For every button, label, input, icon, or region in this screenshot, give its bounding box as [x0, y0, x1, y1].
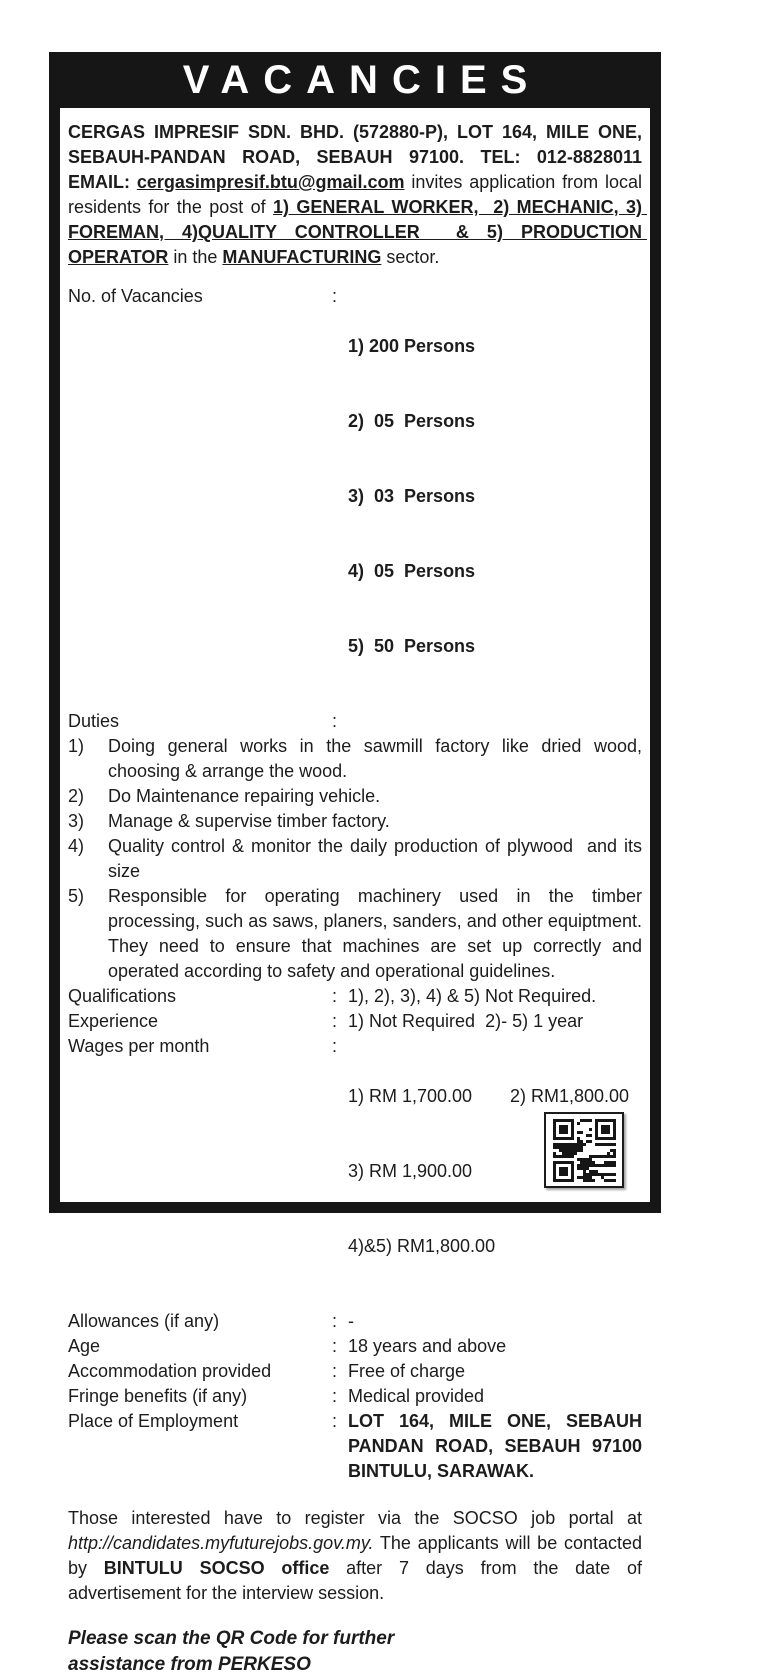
row-experience: [68, 1009, 642, 1034]
wage-item-3: 3) RM 1,900.00: [348, 1161, 473, 1181]
duty-text: Manage & supervise timber factory.: [108, 811, 390, 831]
wage-item-4-5: 4)&5) RM1,800.00: [348, 1236, 496, 1256]
wages-line-1: [348, 1084, 642, 1109]
row-accommodation: [68, 1359, 642, 1384]
qr-code-pattern: [553, 1119, 616, 1182]
vacancies-item: 3) 03 Persons: [348, 486, 476, 506]
row-allowances: [68, 1309, 642, 1334]
duty-number: 2): [68, 786, 85, 806]
intro-paragraph: [68, 120, 648, 270]
allowances-label: Allowances (if any): [68, 1311, 220, 1331]
intro-sector-tail: sector.: [381, 247, 440, 267]
employment-label: Place of Employment: [68, 1411, 239, 1431]
duty-number: 4): [68, 836, 85, 856]
ad-title: VACANCIES: [182, 57, 542, 102]
wage-item-2: 2) RM1,800.00: [510, 1086, 630, 1106]
qr-instruction: Please scan the QR Code for further assistance from PERKESO: [68, 1628, 395, 1675]
qualifications-value: 1), 2), 3), 4) & 5) Not Required.: [348, 986, 597, 1006]
vacancies-values: [348, 284, 642, 709]
row-age: [68, 1334, 642, 1359]
qr-code: [544, 1112, 624, 1188]
wage-item-1: 1) RM 1,700.00: [348, 1086, 473, 1106]
duty-item: [68, 884, 648, 984]
portal-url: http://candidates.myfuturejobs.gov.my.: [68, 1533, 374, 1553]
row-vacancies: [68, 284, 642, 709]
duty-number: 1): [68, 736, 85, 756]
duties-colon: :: [332, 711, 338, 731]
age-value: 18 years and above: [348, 1336, 507, 1356]
employment-value: LOT 164, MILE ONE, SEBAUH PANDAN ROAD, SEBAUH 97100 BINTULU, SARAWAK.: [348, 1411, 648, 1481]
intro-in-the: in the: [168, 247, 223, 267]
duty-text: Doing general works in the sawmill factory like dried wood, choosing & arrange the wood.: [108, 736, 648, 781]
sector-name: MANUFACTURING: [222, 247, 382, 267]
duty-text: Quality control & monitor the daily production of plywood and its size: [108, 836, 648, 881]
vacancies-colon: :: [332, 286, 338, 306]
experience-value: 1) Not Required 2)- 5) 1 year: [348, 1011, 584, 1031]
socso-office: BINTULU SOCSO office: [103, 1558, 330, 1578]
accommodation-label: Accommodation provided: [68, 1361, 272, 1381]
duty-text: Do Maintenance repairing vehicle.: [108, 786, 381, 806]
email-link[interactable]: cergasimpresif.btu@gmail.com: [136, 172, 405, 192]
duty-text: Responsible for operating machinery used in the timber processing, such as saws, planers, sanders, and other equiptment. They need to ensure that machines are set up correctly and operated according to safety and operational guidelines.: [108, 886, 648, 981]
employment-colon: :: [332, 1411, 338, 1431]
intro-invite-text: invites application from local residents for the post of: [68, 172, 648, 217]
accommodation-colon: :: [332, 1361, 338, 1381]
vacancies-item: 1) 200 Persons: [348, 336, 476, 356]
ad-content: [60, 108, 650, 1675]
duties-list: [68, 734, 648, 984]
register-text-2: The applicants will be contacted by: [68, 1533, 648, 1578]
fringe-benefits-value: Medical provided: [348, 1386, 485, 1406]
row-fringe-benefits: [68, 1384, 642, 1409]
experience-colon: :: [332, 1011, 338, 1031]
fringe-benefits-label: Fringe benefits (if any): [68, 1386, 248, 1406]
fringe-benefits-colon: :: [332, 1386, 338, 1406]
qualifications-colon: :: [332, 986, 338, 1006]
registration-paragraph: [68, 1506, 648, 1606]
register-text-3: after 7 days from the date of advertisement for the interview session.: [68, 1558, 648, 1603]
experience-label: Experience: [68, 1011, 159, 1031]
row-duties-header: [68, 709, 642, 734]
vacancies-item: 5) 50 Persons: [348, 636, 476, 656]
row-qualifications: [68, 984, 642, 1009]
duty-number: 3): [68, 811, 85, 831]
accommodation-value: Free of charge: [348, 1361, 466, 1381]
qualifications-label: Qualifications: [68, 986, 177, 1006]
allowances-colon: :: [332, 1311, 338, 1331]
duty-item: [68, 809, 642, 834]
duty-item: [68, 734, 648, 784]
register-text-1: Those interested have to register via the SOCSO job portal at: [68, 1508, 647, 1528]
vacancies-item: 2) 05 Persons: [348, 411, 476, 431]
allowances-value: -: [348, 1311, 354, 1331]
wages-colon: :: [332, 1036, 338, 1056]
duties-label: Duties: [68, 711, 120, 731]
row-place-of-employment: [68, 1409, 648, 1484]
vacancy-advertisement: [49, 52, 661, 1675]
duty-item: [68, 834, 648, 884]
age-label: Age: [68, 1336, 101, 1356]
company-info: CERGAS IMPRESIF SDN. BHD. (572880-P), LOT 164, MILE ONE, SEBAUH-PANDAN ROAD, SEBAUH 97100. TEL: 012-8828011 EMAIL:: [68, 122, 648, 192]
vacancies-item: 4) 05 Persons: [348, 561, 476, 581]
wages-label: Wages per month: [68, 1036, 210, 1056]
vacancies-label: No. of Vacancies: [68, 286, 203, 306]
duty-item: [68, 784, 642, 809]
duty-number: 5): [68, 886, 85, 906]
age-colon: :: [332, 1336, 338, 1356]
post-list: 1) GENERAL WORKER, 2) MECHANIC, 3) FOREMAN, 4)QUALITY CONTROLLER & 5) PRODUCTION OPERATOR: [68, 197, 648, 267]
